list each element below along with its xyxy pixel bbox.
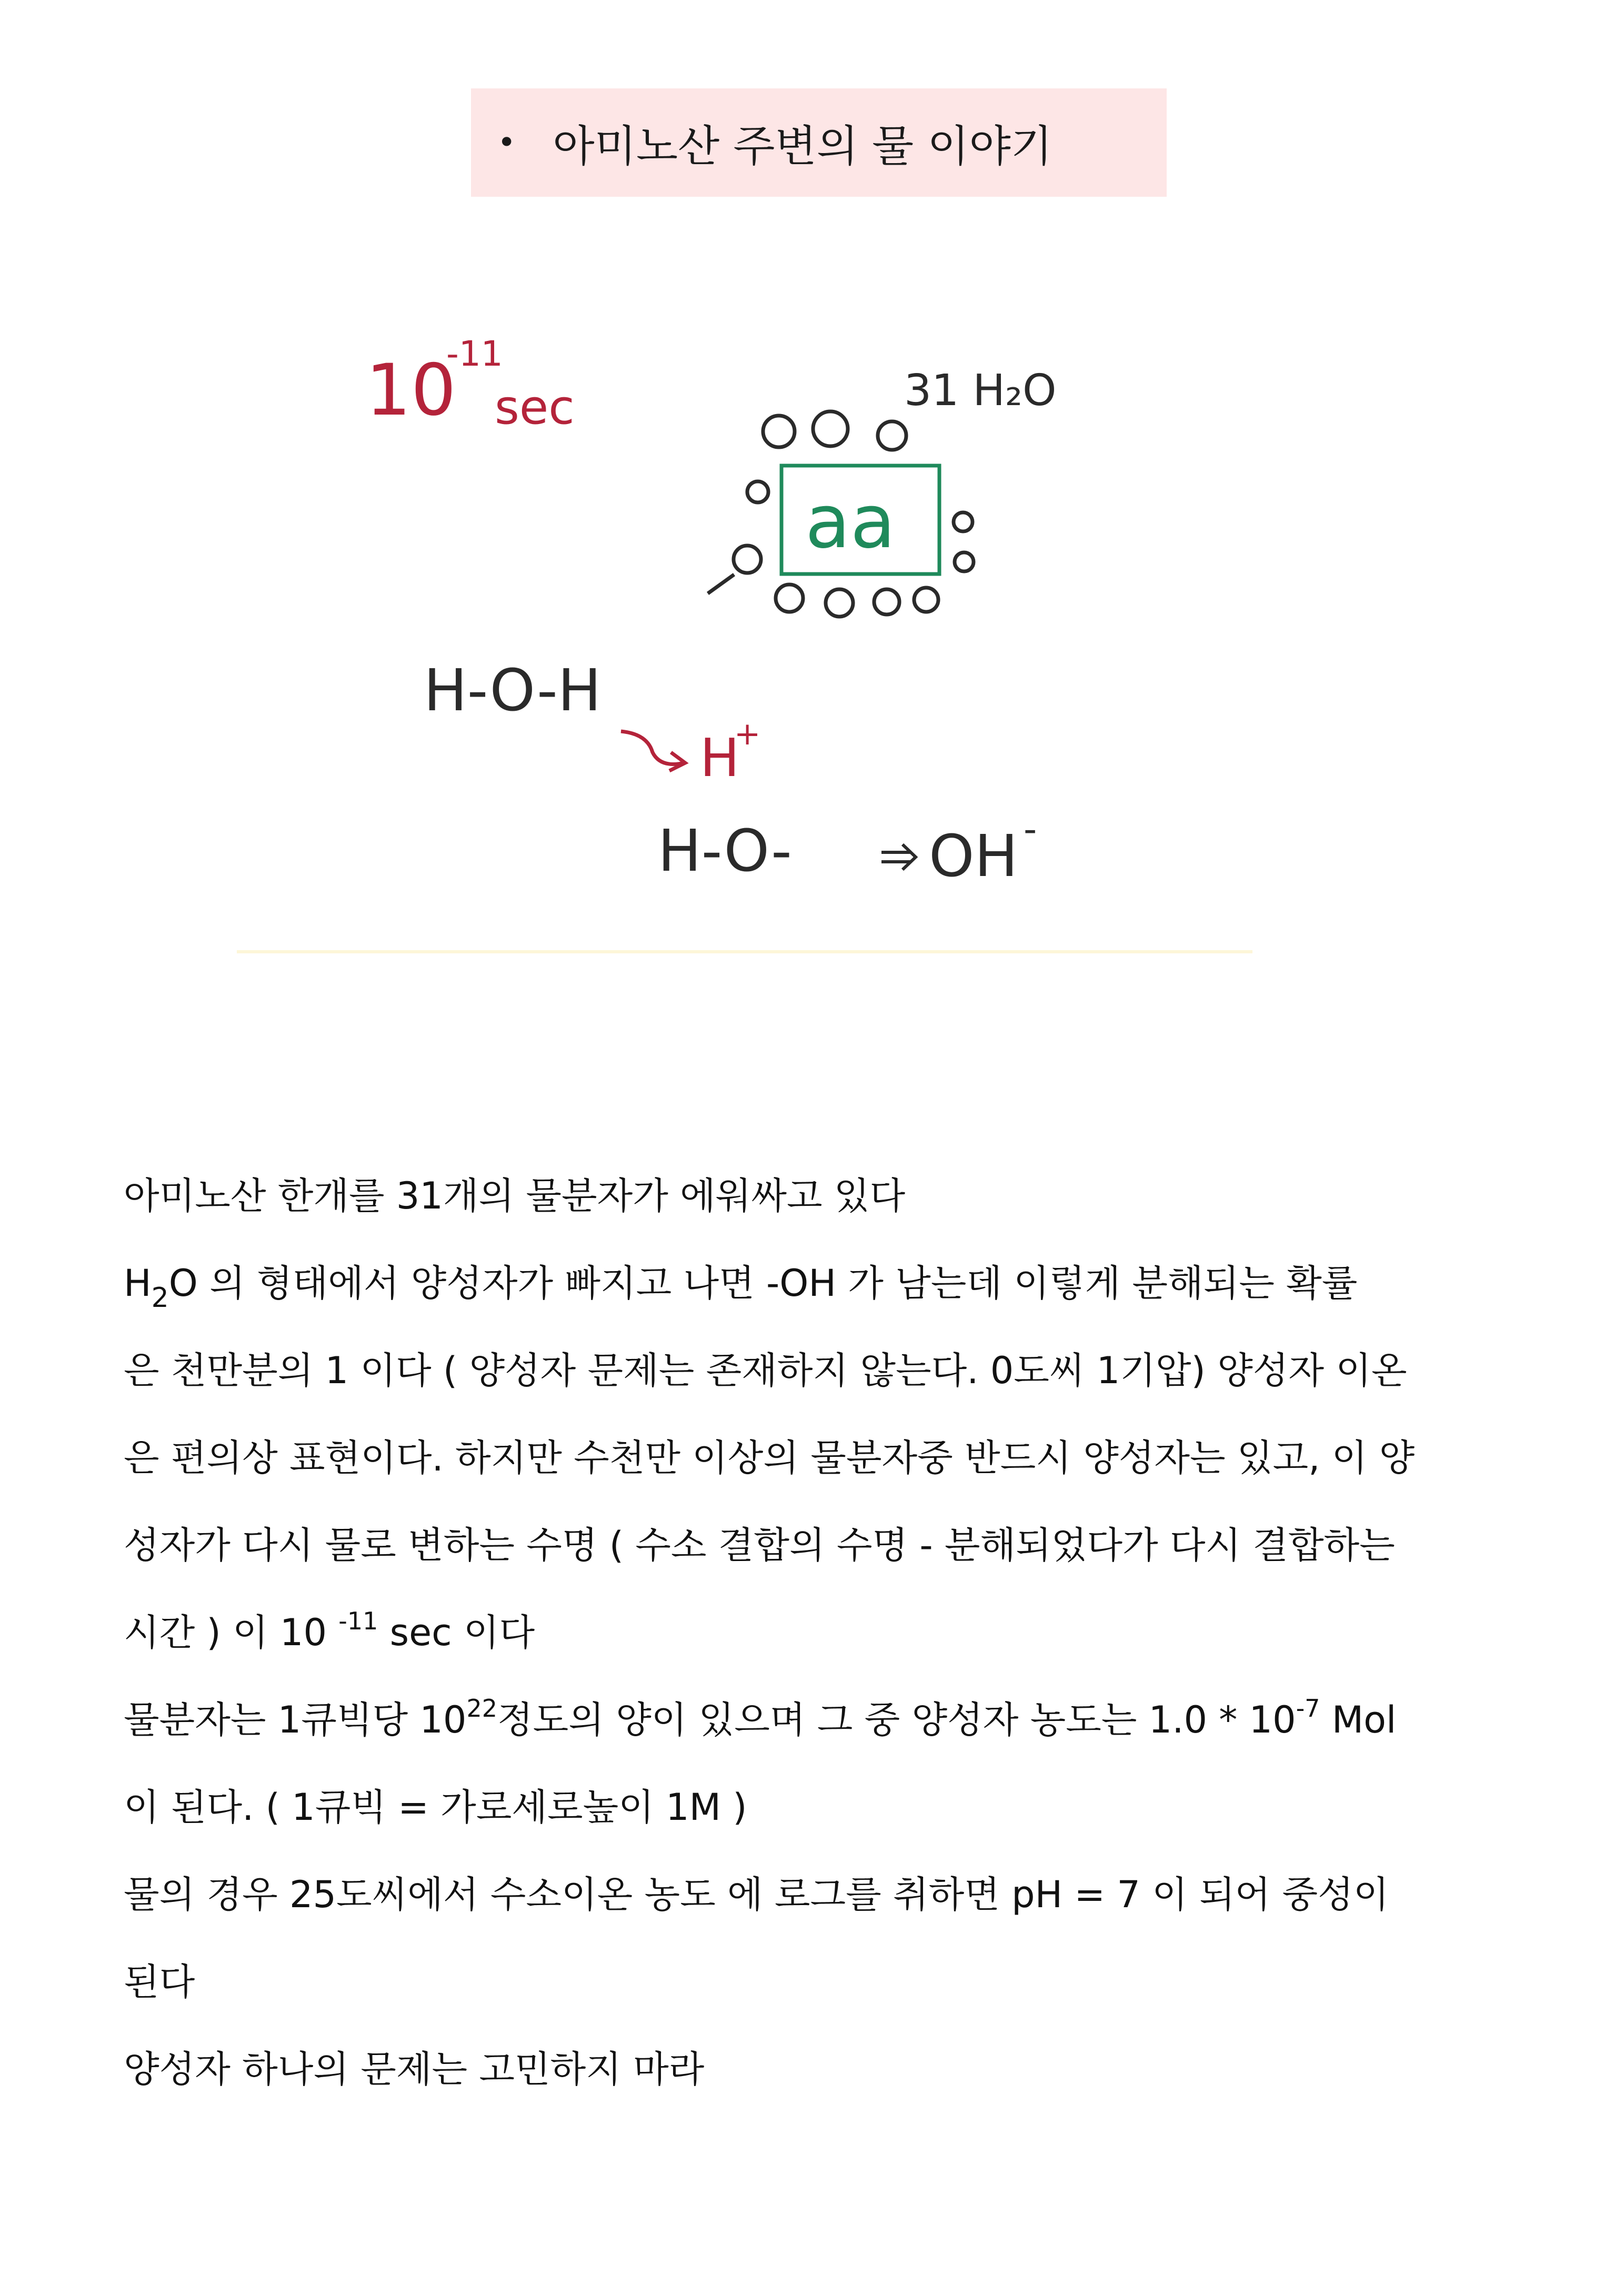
paragraph-line: 된다 bbox=[124, 1960, 195, 2003]
water-molecule bbox=[747, 481, 768, 502]
time-exponent: -11 bbox=[446, 334, 503, 374]
water-molecule bbox=[734, 546, 761, 573]
water-molecule bbox=[763, 416, 795, 447]
time-base: 10 bbox=[366, 349, 456, 431]
amino-acid-label: aa bbox=[805, 479, 896, 565]
water-molecule bbox=[826, 589, 853, 617]
figure-divider bbox=[237, 950, 1252, 953]
leaving-arrow bbox=[708, 575, 734, 593]
hydroxide-charge: - bbox=[1024, 808, 1037, 851]
paragraph-line: 시간 ) 이 10 $^{-11}$ sec 이다 bbox=[124, 1606, 535, 1654]
water-molecule bbox=[874, 589, 899, 615]
paragraph-line: 성자가 다시 물로 변하는 수명 ( 수소 결합의 수명 - 분해되었다가 다시 결합하는 bbox=[124, 1524, 1395, 1567]
paragraph-line: 아미노산 한개를 31개의 물분자가 에워싸고 있다 bbox=[124, 1174, 906, 1217]
hydroxide-remainder: H-O- bbox=[658, 817, 792, 884]
paragraph-line: 은 천만분의 1 이다 ( 양성자 문제는 존재하지 않는다. 0도씨 1기압) 양성자 이온 bbox=[124, 1349, 1407, 1392]
paragraph-line: 물분자는 1큐빅당 $10^{22}$정도의 양이 있으며 그 중 양성자 농도는 $1.0 * 10^{-7}$ Mol bbox=[124, 1694, 1397, 1741]
title-bullet: • bbox=[497, 124, 516, 161]
paragraph-line: 은 편의상 표현이다. 하지만 수천만 이상의 물분자중 반드시 양성자는 있고, 이 양 bbox=[124, 1436, 1415, 1479]
proton-arrow-head bbox=[669, 752, 685, 771]
water-molecule bbox=[878, 421, 906, 450]
water-molecule bbox=[813, 411, 848, 446]
implies-arrow bbox=[881, 844, 916, 870]
water-molecule bbox=[776, 585, 803, 612]
paragraph-line: 양성자 하나의 문제는 고민하지 마라 bbox=[124, 2048, 705, 2091]
hydroxide: OH bbox=[929, 822, 1018, 890]
paragraph-line: 이 된다. ( 1큐빅 = 가로세로높이 1M ) bbox=[124, 1786, 747, 1829]
time-unit: sec bbox=[495, 380, 575, 435]
water-molecule bbox=[954, 512, 973, 531]
water-count-label: 31 H₂O bbox=[904, 366, 1057, 416]
body-text bbox=[124, 1152, 1471, 2113]
title-text: 아미노산 주변의 물 이야기 bbox=[553, 121, 1052, 172]
paragraph-line: 물의 경우 25도씨에서 수소이온 농도 에 로그를 취하면 pH = 7 이 되어 중성이 bbox=[124, 1873, 1389, 1916]
proton-arrow bbox=[621, 731, 684, 764]
paragraph-line: $H_2O$ 의 형태에서 양성자가 빠지고 나면 -OH 가 남는데 이렇게 분해되는 확률 bbox=[124, 1262, 1358, 1314]
water-molecule bbox=[914, 588, 938, 612]
proton: H bbox=[700, 727, 740, 789]
hydration-diagram bbox=[232, 295, 1258, 963]
page-title bbox=[471, 88, 1167, 197]
water-molecule bbox=[955, 552, 974, 571]
water-formula: H-O-H bbox=[424, 657, 602, 724]
proton-charge: + bbox=[734, 716, 761, 752]
